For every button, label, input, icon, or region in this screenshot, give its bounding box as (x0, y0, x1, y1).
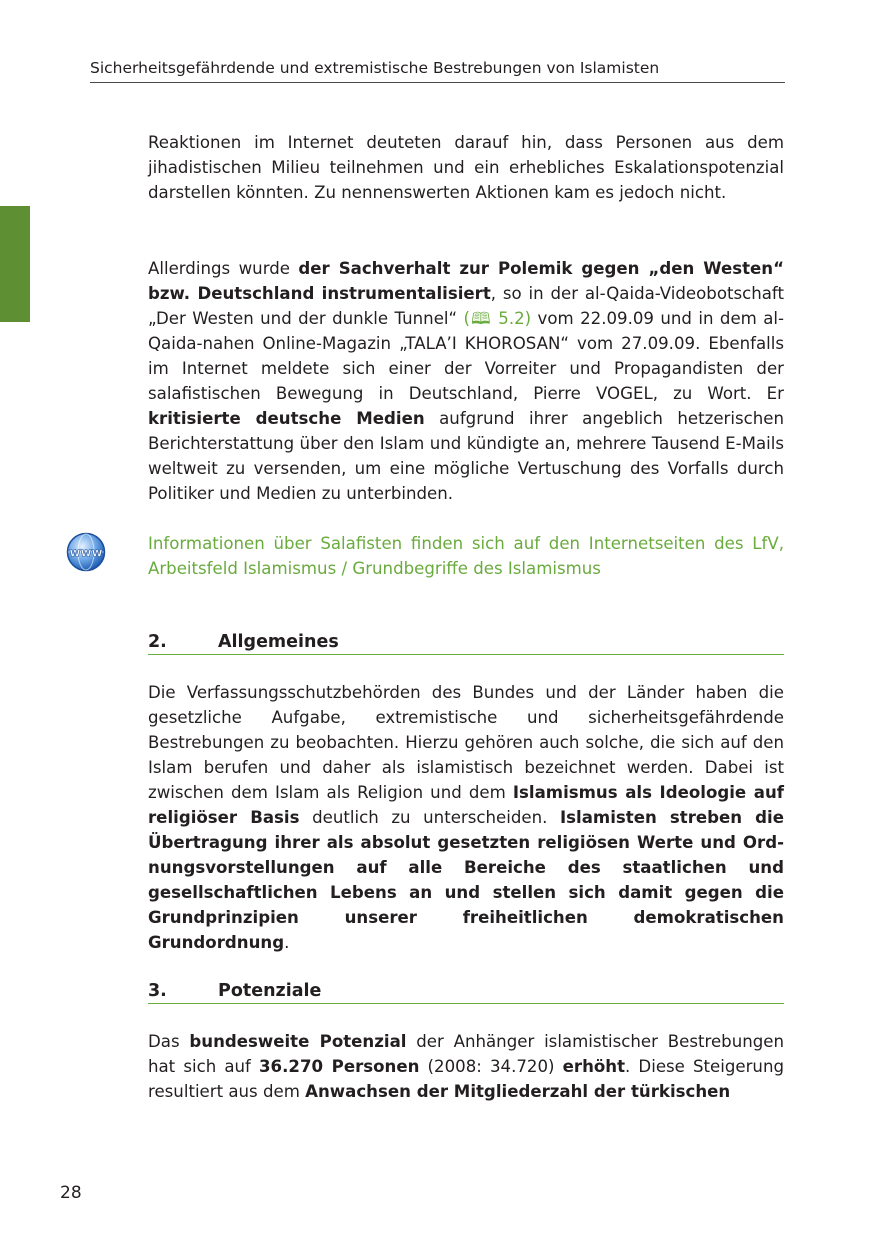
section-title: Potenziale (218, 981, 322, 1001)
header-rule (90, 82, 785, 83)
section-heading-allgemeines (148, 632, 784, 655)
paragraph-allgemeines: Die Verfassungsschutzbehörden des Bundes und der Länder haben die gesetzliche Aufgabe, extremistische und sicherheitsgefährdende Bestrebungen zu beobachten. Hierzu gehören auch solche, die sich auf den Islam berufen und daher als islamistisch bezeichnet werden. Dabei ist zwischen dem Islam als Religion und dem Islamismus als Ideologie auf religiöser Basis deutlich zu unterscheiden. Islamisten streben die Übertragung ihrer als absolut gesetzten religiösen Werte und Ordnungsvorstellungen auf alle Bereiche des staatlichen und gesellschaftlichen Lebens an und stellen sich damit gegen die Grundprinzipien unserer freiheitlichen demokratischen Grundordnung. (148, 683, 784, 952)
running-header: Sicherheitsgefährdende und extremistische Bestrebungen von Islamisten (90, 59, 660, 77)
section-number: 2. (148, 632, 167, 652)
web-info-link[interactable]: Informationen über Salafisten finden sich auf den Internetseiten des LfV, Arbeitsfeld Islamismus / Grundbegriffe des Islamismus (148, 534, 784, 578)
section-title: Allgemeines (218, 632, 339, 652)
section-heading-potenziale (148, 981, 784, 1004)
section-number: 3. (148, 981, 167, 1001)
paragraph-reactions: Reaktionen im Internet deuteten darauf hin, dass Personen aus dem jihadistischen Milieu teilnehmen und ein erhebliches Eskalationspotenzial darstellen könnten. Zu nennenswerten Aktionen kam es jedoch nicht. (148, 133, 784, 202)
chapter-side-tab (0, 206, 30, 322)
page-number: 28 (60, 1183, 82, 1203)
paragraph-polemics: Allerdings wurde der Sachverhalt zur Polemik gegen „den Westen“ bzw. Deutschland instrumentalisiert, so in der al-Qaida-Videobotschaft „Der Westen und der dunkle Tunnel“ (🕮 5.2) vom 22.09.09 und in dem al-Qaida-nahen Online-Magazin „TALA’I KHOROSAN“ vom 27.09.09. Ebenfalls im Internet meldete sich einer der Vorreiter und Propagandisten der salafistischen Bewegung in Deutschland, Pierre VOGEL, zu Wort. Er kritisierte deutsche Medien aufgrund ihrer angeblich hetzerischen Berichterstattung über den Islam und kündigte an, mehrere Tausend E-Mails weltweit zu versenden, um eine mögliche Vertuschung des Vorfalls durch Politiker und Medien zu unterbinden. (148, 259, 785, 503)
www-globe-icon (66, 532, 106, 572)
paragraph-potenziale: Das bundesweite Potenzial der Anhänger islamistischer Bestrebungen hat sich auf 36.270 Personen (2008: 34.720) erhöht. Diese Steigerung resultiert aus dem Anwachsen der Mitgliederzahl der türkischen (148, 1032, 784, 1101)
cross-reference-link[interactable]: (🕮 5.2) (463, 309, 532, 328)
www-icon-label: www (69, 545, 103, 560)
